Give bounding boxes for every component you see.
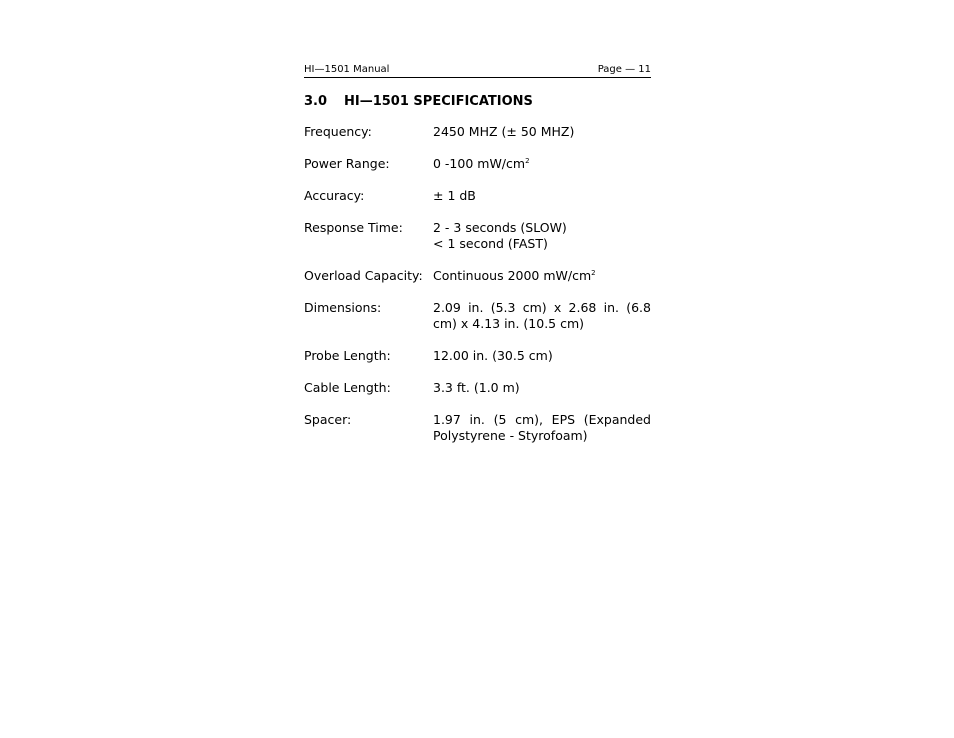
- spec-accuracy: [304, 188, 651, 204]
- running-header: [304, 64, 651, 78]
- spec-spacer: [304, 412, 651, 444]
- spec-value: 2.09 in. (5.3 cm) x 2.68 in. (6.8 cm) x 4.13 in. (10.5 cm): [433, 300, 651, 331]
- superscript: 2: [525, 157, 530, 165]
- section-heading: [304, 94, 651, 110]
- spec-value: 2450 MHZ (± 50 MHZ): [433, 124, 575, 139]
- spec-power-range: [304, 156, 651, 172]
- spec-label: Probe Length:: [304, 348, 391, 363]
- manual-title: HI—1501 Manual: [304, 64, 390, 75]
- section-title: HI—1501 SPECIFICATIONS: [344, 94, 533, 109]
- manual-page: [304, 64, 651, 460]
- spec-label: Dimensions:: [304, 300, 382, 315]
- spec-value-line: < 1 second (FAST): [433, 236, 548, 251]
- page-number: Page — 11: [597, 64, 651, 75]
- spec-value: 3.3 ft. (1.0 m): [433, 380, 520, 395]
- spec-label: Response Time:: [304, 220, 403, 235]
- spec-response-time: [304, 220, 651, 252]
- spec-label: Overload Capacity:: [304, 268, 423, 283]
- spec-frequency: [304, 124, 651, 140]
- spec-value-wrap: [433, 220, 651, 252]
- spec-value-line: 2 - 3 seconds (SLOW): [433, 220, 567, 235]
- spec-value: 12.00 in. (30.5 cm): [433, 348, 553, 363]
- spec-cable-length: [304, 380, 651, 396]
- spec-value: 0 -100 mW/cm: [433, 156, 526, 171]
- spec-probe-length: [304, 348, 651, 364]
- spec-label: Frequency:: [304, 124, 372, 139]
- spec-label: Accuracy:: [304, 188, 365, 203]
- spec-value: ± 1 dB: [433, 188, 476, 203]
- spec-label: Spacer:: [304, 412, 352, 427]
- spec-value-wrap: [433, 156, 651, 172]
- section-number: 3.0: [304, 94, 328, 109]
- spec-label: Cable Length:: [304, 380, 391, 395]
- superscript: 2: [591, 269, 596, 277]
- spec-value: Continuous 2000 mW/cm: [433, 268, 592, 283]
- spec-value-wrap: [433, 268, 651, 284]
- spec-value: 1.97 in. (5 cm), EPS (Expanded Polystyrene - Styrofoam): [433, 412, 651, 443]
- spec-label: Power Range:: [304, 156, 390, 171]
- spec-overload-capacity: [304, 268, 651, 284]
- spec-dimensions: [304, 300, 651, 332]
- spec-list: [304, 124, 651, 444]
